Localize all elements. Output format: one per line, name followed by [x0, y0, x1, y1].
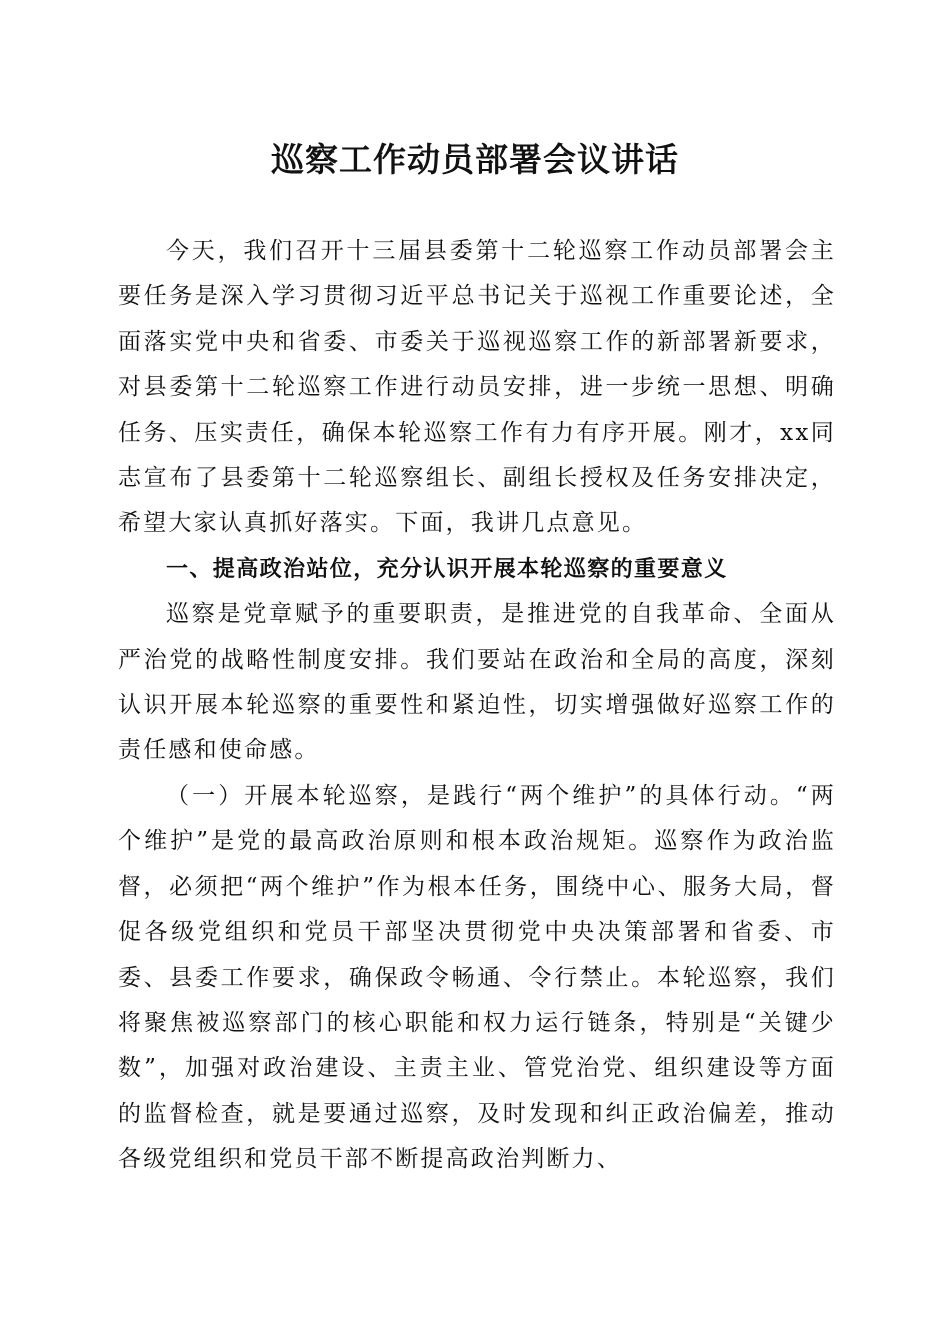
paragraph-section-1: 巡察是党章赋予的重要职责，是推进党的自我革命、全面从严治党的战略性制度安排。我们要站在政治和全局的高度，深刻认识开展本轮巡察的重要性和紧迫性，切实增强做好巡察工作的责任感和使命感。 — [118, 601, 836, 764]
paragraph-subsection-1: （一）开展本轮巡察，是践行“两个维护”的具体行动。“两个维护”是党的最高政治原则和根本政治规矩。巡察作为政治监督，必须把“两个维护”作为根本任务，围绕中心、服务大局，督促各级党组织和党员干部坚决贯彻党中央决策部署和省委、市委、县委工作要求，确保政令畅通、令行禁止。本轮巡察，我们将聚焦被巡察部门的核心职能和权力运行链条，特别是“关键少数”，加强对政治建设、主责主业、管党治党、组织建设等方面的监督检查，就是要通过巡察，及时发现和纠正政治偏差，推动各级党组织和党员干部不断提高政治判断力、 — [118, 782, 836, 1173]
document-title: 巡察工作动员部署会议讲话 — [271, 140, 679, 179]
document-body — [118, 229, 836, 1183]
section-heading-1: 一、提高政治站位，充分认识开展本轮巡察的重要意义 — [166, 556, 728, 582]
paragraph-intro: 今天，我们召开十三届县委第十二轮巡察工作动员部署会主要任务是深入学习贯彻习近平总书记关于巡视工作重要论述，全面落实党中央和省委、市委关于巡视巡察工作的新部署新要求，对县委第十二轮巡察工作进行动员安排，进一步统一思想、明确任务、压实责任，确保本轮巡察工作有力有序开展。刚才，xx同志宣布了县委第十二轮巡察组长、副组长授权及任务安排决定，希望大家认真抓好落实。下面，我讲几点意见。 — [118, 238, 836, 537]
